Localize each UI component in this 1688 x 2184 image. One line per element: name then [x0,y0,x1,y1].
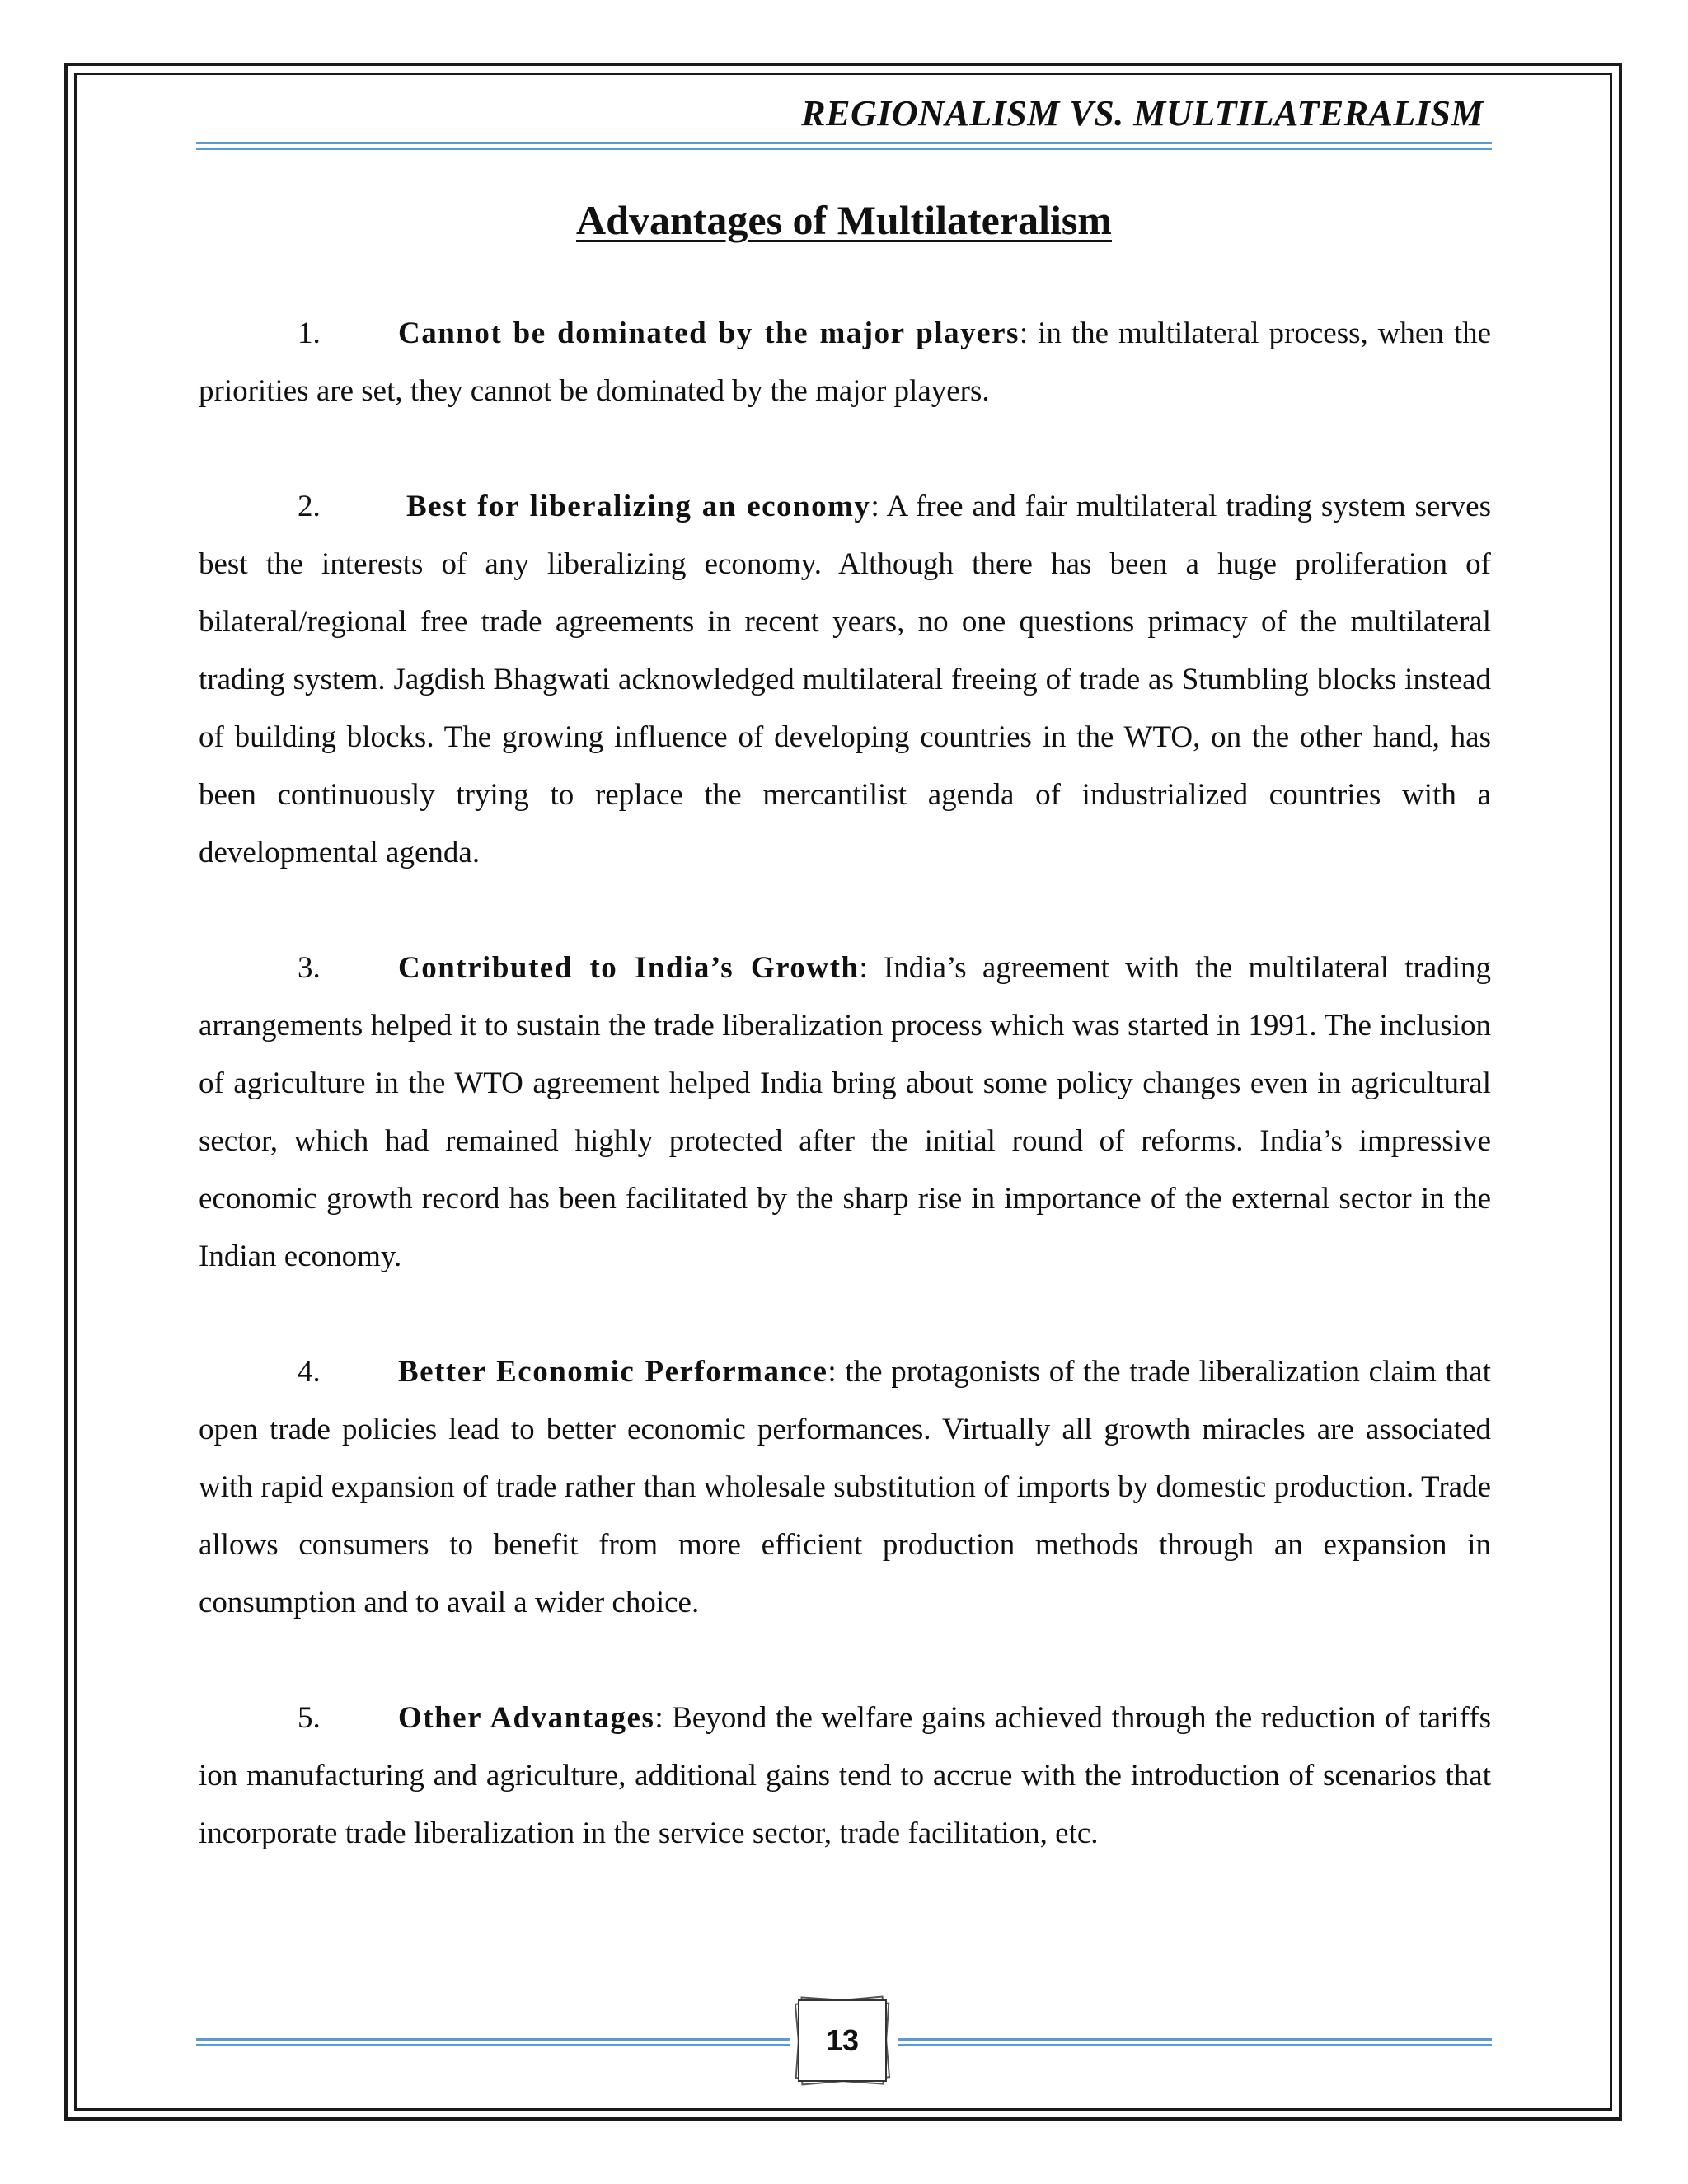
footer-rule-right [898,2038,1492,2046]
item-heading: Other Advantages [398,1701,655,1735]
item-text: : India’s agreement with the multilateral trading arrangements helped it to sustain the trade liberalization process which was started in 1991. The inclusion of agriculture in the WTO agreement helped India bring about some policy changes even in agricultural sector, which had remained highly protected after the initial round of reforms. India’s impressive economic growth record has been facilitated by the sharp rise in importance of the external sector in the Indian economy. [199,951,1492,1273]
item-heading: Cannot be dominated by the major players [398,316,1020,350]
list-item [199,1343,1491,1632]
running-header: REGIONALISM VS. MULTILATERALISM [801,93,1484,134]
page-number: 13 [825,2023,860,2057]
item-text: : the protagonists of the trade liberalization claim that open trade policies lead to better economic performances. Virtually all growth miracles are associated with rapid expansion of trade rather than wholesale substitution of imports by domestic production. Trade allows consumers to benefit from more efficient production methods through an expansion in consumption and to avail a wider choice. [199,1355,1491,1619]
list-item [199,478,1491,882]
item-number: 5. [298,1701,321,1735]
page-title: Advantages of Multilateralism [576,197,1112,243]
item-text: : in the multilateral process, when the priorities are set, they cannot be dominated by the major players. [199,316,1491,408]
item-number: 3. [298,951,321,985]
header-rule [196,142,1492,150]
item-text: : Beyond the welfare gains achieved through the reduction of tariffs ion manufacturing and agriculture, additional gains tend to accrue with the introduction of scenarios that incorporate trade liberalization in the service sector, trade facilitation, etc. [199,1701,1491,1850]
page-number-box [790,1993,897,2088]
item-heading: Best for liberalizing an economy [406,490,871,523]
item-heading: Contributed to India’s Growth [398,951,860,985]
item-number: 1. [298,316,321,350]
item-text: : A free and fair multilateral trading system serves best the interests of any liberalizing economy. Although there has been a huge proliferation of bilateral/regional free trade agreements in recent years, no one questions primacy of the multilateral trading system. Jagdish Bhagwati acknowledged multilateral freeing of trade as Stumbling blocks instead of building blocks. The growing influence of developing countries in the WTO, on the other hand, has been continuously trying to replace the mercantilist agenda of industrialized countries with a developmental agenda. [199,490,1491,869]
item-number: 4. [298,1355,321,1389]
list-item [199,305,1491,420]
list-item [199,1690,1491,1863]
item-heading: Better Economic Performance [398,1355,828,1389]
document-body [199,305,1491,1920]
footer-rule-left [196,2038,790,2046]
list-item [199,940,1491,1286]
item-number: 2. [298,490,321,523]
